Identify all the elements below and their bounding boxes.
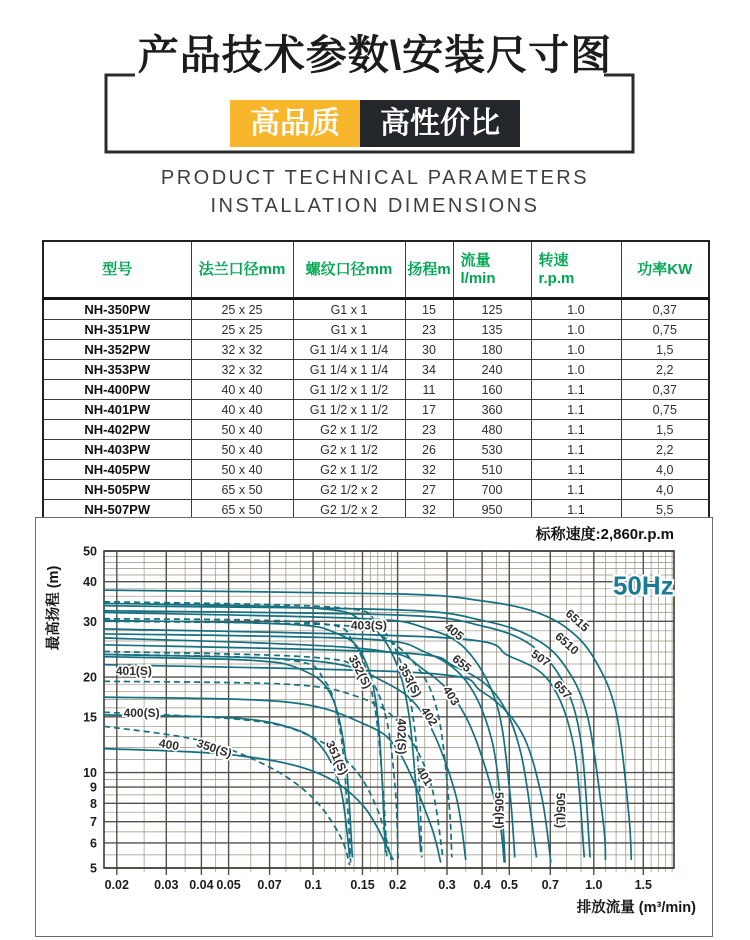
- column-header: 流量 l/min: [453, 241, 531, 299]
- value-cell: G1 1/4 x 1 1/4: [293, 340, 405, 360]
- value-cell: 240: [453, 360, 531, 380]
- curve-label-350(S): 350(S): [194, 736, 234, 761]
- subtitle: [0, 164, 750, 220]
- table-row: [43, 420, 709, 440]
- x-tick-label: 0.1: [304, 878, 322, 892]
- value-cell: G1 x 1: [293, 299, 405, 320]
- curve-label-505(H): 505(H): [492, 792, 507, 829]
- value-cell: G2 1/2 x 2: [293, 480, 405, 500]
- value-cell: 1.0: [531, 299, 621, 320]
- curve-label-400: 400: [157, 736, 181, 754]
- value-cell: 25 x 25: [191, 299, 293, 320]
- value-cell: 1.0: [531, 340, 621, 360]
- value-cell: 15: [405, 299, 453, 320]
- value-cell: 1,5: [621, 420, 709, 440]
- value-cell: 23: [405, 420, 453, 440]
- x-tick-label: 0.04: [189, 878, 214, 892]
- x-axis-label: 排放流量 (m³/min): [576, 900, 696, 916]
- column-header: 法兰口径mm: [191, 241, 293, 299]
- value-cell: 25 x 25: [191, 320, 293, 340]
- subtitle-line-1: PRODUCT TECHNICAL PARAMETERS: [160, 167, 590, 189]
- table-row: [43, 320, 709, 340]
- value-cell: 23: [405, 320, 453, 340]
- model-cell: NH-350PW: [43, 299, 191, 320]
- value-cell: 160: [453, 380, 531, 400]
- value-cell: G2 x 1 1/2: [293, 440, 405, 460]
- column-header: 扬程m: [405, 241, 453, 299]
- column-header: 型号: [43, 241, 191, 299]
- table-row: [43, 340, 709, 360]
- y-tick-label: 40: [83, 575, 97, 590]
- spec-table-body: [43, 299, 709, 521]
- value-badge: 高性价比: [360, 100, 520, 147]
- model-cell: NH-400PW: [43, 380, 191, 400]
- spec-table: [42, 240, 710, 521]
- y-tick-label: 50: [83, 544, 97, 559]
- x-tick-label: 1.0: [585, 878, 603, 892]
- value-cell: 1.1: [531, 400, 621, 420]
- value-cell: 2,2: [621, 360, 709, 380]
- y-tick-label: 7: [90, 815, 97, 830]
- value-cell: 26: [405, 440, 453, 460]
- value-cell: 1.1: [531, 380, 621, 400]
- value-cell: 1,5: [621, 340, 709, 360]
- y-tick-label: 6: [90, 836, 97, 851]
- curve-label-6510: 6510: [552, 629, 582, 658]
- badge-row: [0, 100, 750, 147]
- value-cell: 65 x 50: [191, 500, 293, 521]
- value-cell: 1.1: [531, 440, 621, 460]
- value-cell: 32: [405, 500, 453, 521]
- x-tick-label: 0.07: [257, 878, 282, 892]
- value-cell: 510: [453, 460, 531, 480]
- table-row: [43, 480, 709, 500]
- model-cell: NH-403PW: [43, 440, 191, 460]
- curve-label-403(S): 403(S): [350, 618, 387, 633]
- chart-title: 标称速度:2,860r.p.m: [535, 526, 674, 543]
- curve-label-402(S): 402(S): [394, 718, 409, 755]
- curve-label-405: 405: [442, 619, 467, 644]
- value-cell: 1.1: [531, 480, 621, 500]
- model-cell: NH-405PW: [43, 460, 191, 480]
- curve-label-402: 402: [417, 704, 441, 729]
- value-cell: 50 x 40: [191, 440, 293, 460]
- y-tick-label: 9: [90, 780, 97, 795]
- frequency-annotation: 50Hz: [612, 570, 674, 601]
- value-cell: 125: [453, 299, 531, 320]
- curve-label-505(L): 505(L): [553, 792, 568, 829]
- column-header: 功率KW: [621, 241, 709, 299]
- column-header: 转速 r.p.m: [531, 241, 621, 299]
- model-cell: NH-353PW: [43, 360, 191, 380]
- curve-label-352(S): 352(S): [345, 652, 375, 692]
- value-cell: 65 x 50: [191, 480, 293, 500]
- value-cell: 2,2: [621, 440, 709, 460]
- value-cell: 4,0: [621, 480, 709, 500]
- model-cell: NH-505PW: [43, 480, 191, 500]
- x-tick-label: 0.3: [438, 878, 456, 892]
- value-cell: G2 x 1 1/2: [293, 460, 405, 480]
- table-row: [43, 440, 709, 460]
- value-cell: 0,75: [621, 320, 709, 340]
- table-row: [43, 299, 709, 320]
- value-cell: 30: [405, 340, 453, 360]
- curve-label-6515: 6515: [562, 606, 592, 635]
- curve-label-507: 507: [528, 646, 554, 670]
- value-cell: G1 x 1: [293, 320, 405, 340]
- x-tick-label: 0.05: [216, 878, 241, 892]
- table-row: [43, 400, 709, 420]
- model-cell: NH-402PW: [43, 420, 191, 440]
- value-cell: 0,75: [621, 400, 709, 420]
- subtitle-line-2: INSTALLATION DIMENSIONS: [210, 195, 540, 217]
- model-cell: NH-352PW: [43, 340, 191, 360]
- x-tick-label: 0.7: [541, 878, 559, 892]
- y-tick-label: 30: [83, 614, 97, 629]
- quality-badge: 高品质: [230, 100, 360, 147]
- value-cell: G1 1/4 x 1 1/4: [293, 360, 405, 380]
- table-row: [43, 380, 709, 400]
- value-cell: 1.1: [531, 420, 621, 440]
- header-row: [43, 241, 709, 299]
- value-cell: 40 x 40: [191, 400, 293, 420]
- value-cell: 4,0: [621, 460, 709, 480]
- value-cell: 1.1: [531, 500, 621, 521]
- x-tick-label: 0.15: [350, 878, 375, 892]
- value-cell: G1 1/2 x 1 1/2: [293, 400, 405, 420]
- x-tick-label: 0.4: [473, 878, 491, 892]
- value-cell: 530: [453, 440, 531, 460]
- y-tick-label: 8: [90, 796, 97, 811]
- model-cell: NH-401PW: [43, 400, 191, 420]
- y-tick-label: 10: [83, 766, 97, 781]
- value-cell: 50 x 40: [191, 460, 293, 480]
- value-cell: 17: [405, 400, 453, 420]
- value-cell: G1 1/2 x 1 1/2: [293, 380, 405, 400]
- value-cell: G2 x 1 1/2: [293, 420, 405, 440]
- value-cell: 34: [405, 360, 453, 380]
- value-cell: 50 x 40: [191, 420, 293, 440]
- x-tick-label: 0.2: [388, 878, 407, 892]
- y-tick-label: 5: [90, 861, 97, 876]
- value-cell: 1.0: [531, 320, 621, 340]
- value-cell: 180: [453, 340, 531, 360]
- value-cell: 32 x 32: [191, 360, 293, 380]
- pump-curve-svg: [36, 518, 712, 936]
- value-cell: 27: [405, 480, 453, 500]
- value-cell: 135: [453, 320, 531, 340]
- value-cell: 360: [453, 400, 531, 420]
- curve-label-401: 401: [412, 763, 436, 789]
- value-cell: 950: [453, 500, 531, 521]
- pump-curve-chart: [35, 517, 713, 937]
- model-cell: NH-507PW: [43, 500, 191, 521]
- column-header: 螺纹口径mm: [293, 241, 405, 299]
- curve-label-655: 655: [449, 651, 475, 676]
- page-title: 产品技术参数\安装尺寸图: [137, 32, 613, 78]
- x-tick-label: 0.5: [500, 878, 518, 892]
- value-cell: 32 x 32: [191, 340, 293, 360]
- y-axis-label: 最高扬程 (m): [46, 565, 62, 651]
- value-cell: 1.0: [531, 360, 621, 380]
- curve-label-400(S): 400(S): [123, 705, 160, 720]
- curve-label-401(S): 401(S): [115, 664, 152, 679]
- curve-label-657: 657: [550, 677, 575, 702]
- value-cell: 700: [453, 480, 531, 500]
- y-tick-label: 15: [83, 710, 97, 725]
- y-tick-label: 20: [83, 670, 97, 685]
- value-cell: 40 x 40: [191, 380, 293, 400]
- table-row: [43, 460, 709, 480]
- spec-table-header: [43, 241, 709, 299]
- x-tick-label: 0.02: [104, 878, 129, 892]
- value-cell: 32: [405, 460, 453, 480]
- model-cell: NH-351PW: [43, 320, 191, 340]
- value-cell: 0,37: [621, 299, 709, 320]
- curve-label-403: 403: [439, 683, 463, 708]
- x-tick-label: 1.5: [634, 878, 652, 892]
- value-cell: 480: [453, 420, 531, 440]
- curve-label-351(S): 351(S): [322, 738, 351, 778]
- x-tick-label: 0.03: [154, 878, 179, 892]
- table-row: [43, 360, 709, 380]
- value-cell: 5,5: [621, 500, 709, 521]
- value-cell: G2 1/2 x 2: [293, 500, 405, 521]
- value-cell: 11: [405, 380, 453, 400]
- value-cell: 0,37: [621, 380, 709, 400]
- value-cell: 1.1: [531, 460, 621, 480]
- curve-label-353(S): 353(S): [395, 661, 425, 700]
